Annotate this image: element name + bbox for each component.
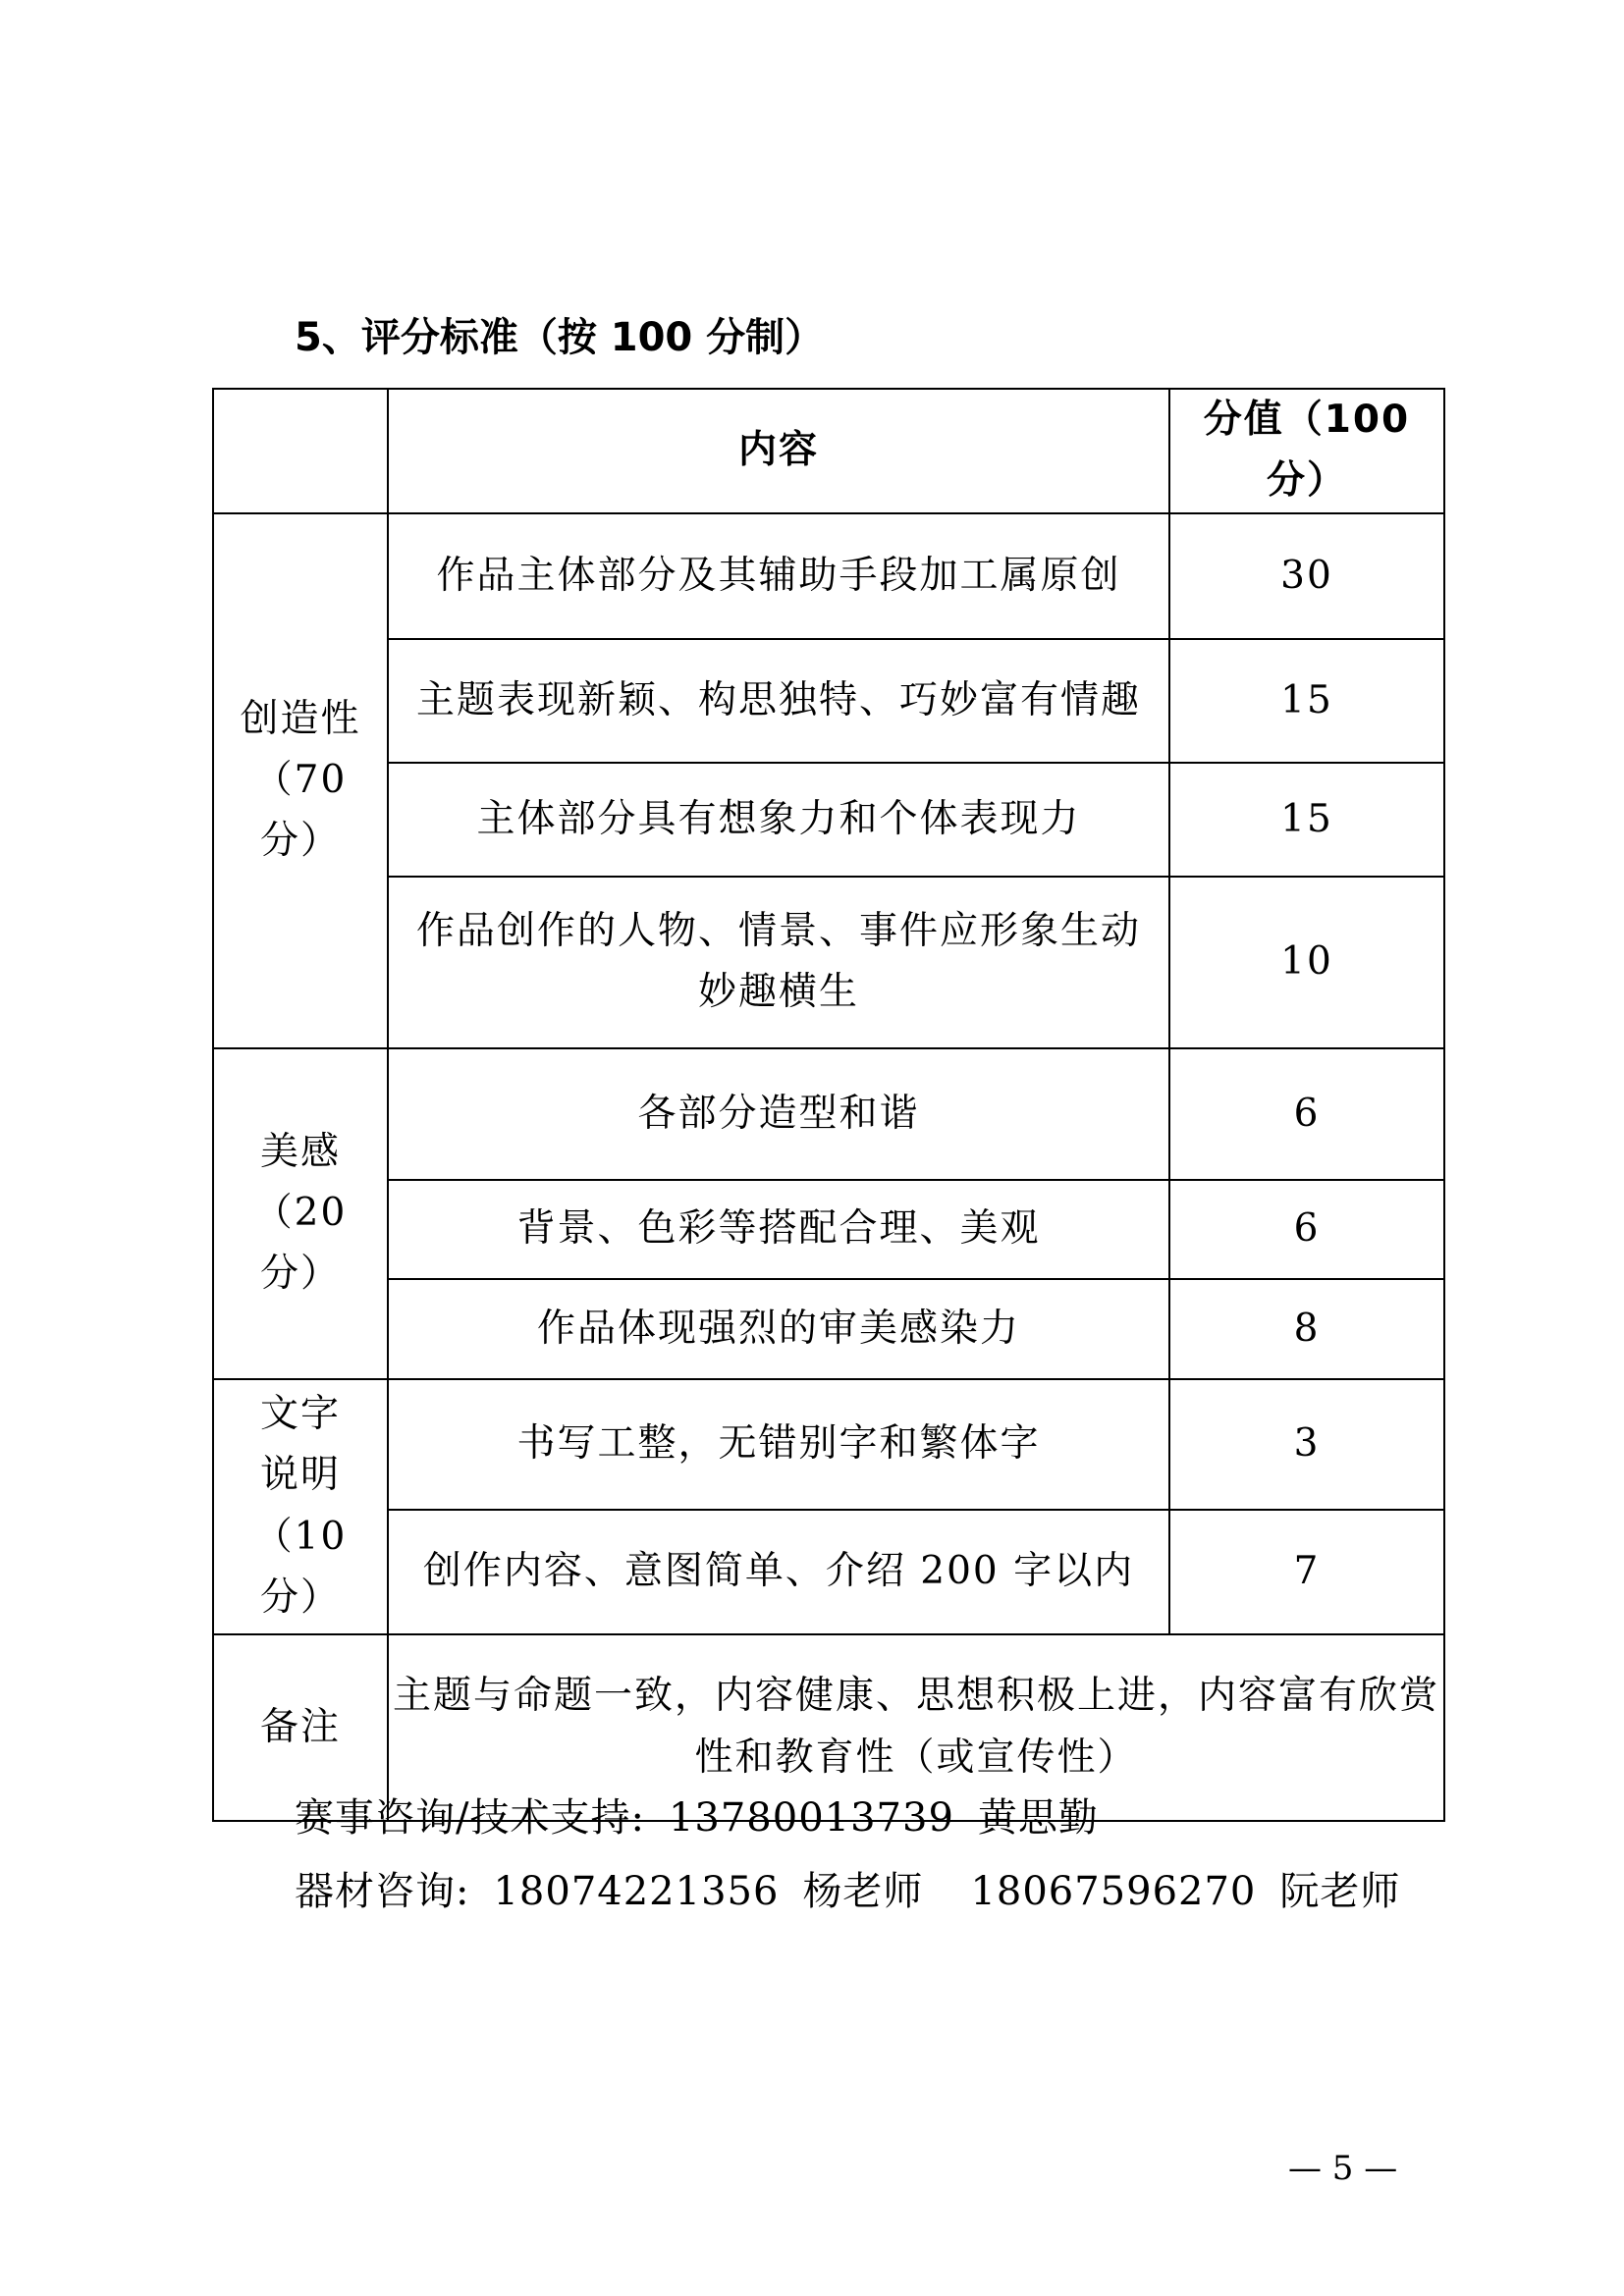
criterion-score: 15 <box>1169 639 1444 763</box>
criterion-content: 作品体现强烈的审美感染力 <box>388 1279 1169 1379</box>
criterion-score: 15 <box>1169 763 1444 877</box>
category-points: （70 分） <box>253 758 348 864</box>
table-row <box>213 763 1444 877</box>
criterion-content: 各部分造型和谐 <box>388 1048 1169 1180</box>
category-name-line1: 文字 <box>259 1392 341 1436</box>
criterion-content: 书写工整，无错别字和繁体字 <box>388 1379 1169 1510</box>
table-row <box>213 877 1444 1048</box>
category-creativity <box>213 513 388 1048</box>
table-row <box>213 639 1444 763</box>
contact-phone: 18067596270 <box>970 1869 1257 1914</box>
category-points: （20 分） <box>253 1191 348 1297</box>
criterion-score: 8 <box>1169 1279 1444 1379</box>
page-number: — 5 — <box>1288 2149 1398 2188</box>
category-name: 创造性 <box>240 696 361 741</box>
contact-phone: 18074221356 <box>493 1869 780 1914</box>
table-header-row <box>213 389 1444 513</box>
criterion-content: 主题表现新颖、构思独特、巧妙富有情趣 <box>388 639 1169 763</box>
category-name-line2: 说明 <box>259 1453 341 1498</box>
table-row <box>213 1510 1444 1634</box>
header-score: 分值（100 分） <box>1169 389 1444 513</box>
criterion-content: 主体部分具有想象力和个体表现力 <box>388 763 1169 877</box>
contact-label: 赛事咨询/技术支持: <box>295 1795 645 1841</box>
note-content: 主题与命题一致，内容健康、思想积极上进，内容富有欣赏性和教育性（或宣传性） <box>388 1634 1444 1821</box>
scoring-criteria-table <box>212 388 1445 1822</box>
criterion-score: 30 <box>1169 513 1444 639</box>
note-label: 备注 <box>213 1634 388 1821</box>
contact-name: 阮老师 <box>1279 1869 1401 1914</box>
table-row <box>213 1379 1444 1510</box>
contact-label: 器材咨询: <box>295 1869 470 1914</box>
category-name: 美感 <box>259 1129 341 1174</box>
criterion-score: 6 <box>1169 1180 1444 1279</box>
header-content: 内容 <box>388 389 1169 513</box>
tech-support-contact <box>295 1787 1122 1842</box>
criterion-score: 6 <box>1169 1048 1444 1180</box>
table-row <box>213 1279 1444 1379</box>
section-heading: 5、评分标准（按 100 分制） <box>295 315 825 360</box>
criterion-score: 10 <box>1169 877 1444 1048</box>
criterion-content: 背景、色彩等搭配合理、美观 <box>388 1180 1169 1279</box>
category-text-description <box>213 1379 388 1634</box>
category-points: （10 分） <box>253 1514 348 1621</box>
criterion-score: 3 <box>1169 1379 1444 1510</box>
contact-name: 黄思勤 <box>977 1795 1099 1841</box>
header-blank-cell <box>213 389 388 513</box>
equipment-contact <box>295 1860 1424 1916</box>
criterion-content: 作品主体部分及其辅助手段加工属原创 <box>388 513 1169 639</box>
table-row <box>213 1048 1444 1180</box>
criterion-content: 创作内容、意图简单、介绍 200 字以内 <box>388 1510 1169 1634</box>
category-aesthetics <box>213 1048 388 1379</box>
table-row <box>213 1180 1444 1279</box>
table-row <box>213 513 1444 639</box>
contact-phone: 13780013739 <box>668 1795 954 1841</box>
contact-name: 杨老师 <box>802 1869 924 1914</box>
criterion-content: 作品创作的人物、情景、事件应形象生动妙趣横生 <box>388 877 1169 1048</box>
criterion-score: 7 <box>1169 1510 1444 1634</box>
